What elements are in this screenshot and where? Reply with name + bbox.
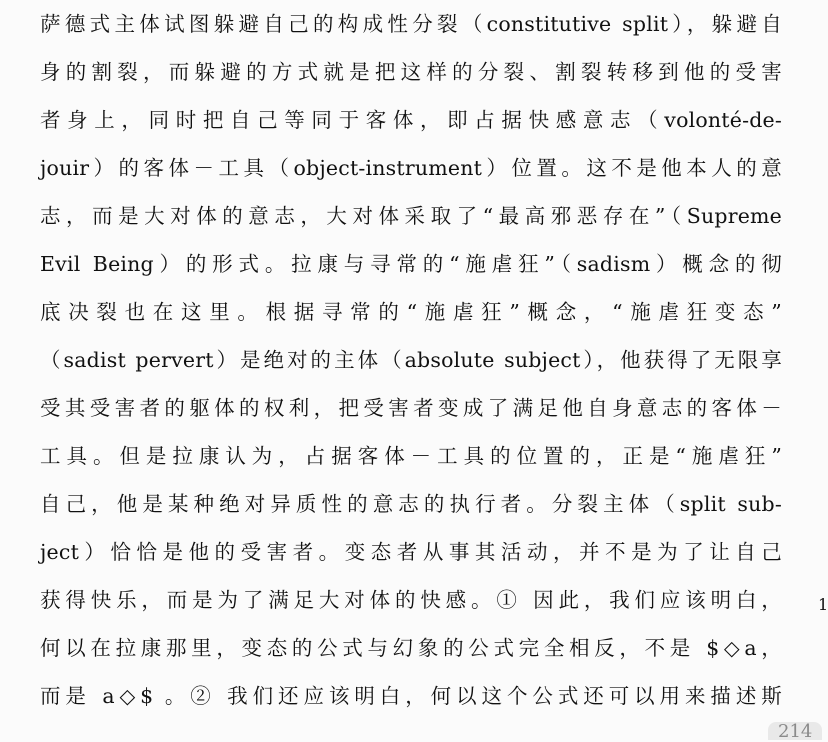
text-line: 者身上，同时把自己等同于客体，即占据快感意志（volonté-de-	[40, 108, 782, 132]
page-number: 214	[768, 722, 822, 740]
text-line: 底决裂也在这里。根据寻常的“施虐狂”概念，“施虐狂变态”	[40, 300, 782, 324]
text-line: ject）恰恰是他的受害者。变态者从事其活动，并不是为了让自己	[40, 540, 782, 564]
text-line: 萨德式主体试图躲避自己的构成性分裂（constitutive split），躲避自	[40, 12, 782, 36]
text-line: 工具。但是拉康认为，占据客体－工具的位置的，正是“施虐狂”	[40, 444, 782, 468]
text-line: 受其受害者的躯体的权利，把受害者变成了满足他自身意志的客体－	[40, 396, 782, 420]
text-line: Evil Being）的形式。拉康与寻常的“施虐狂”（sadism）概念的彻	[40, 252, 782, 276]
text-line: 获得快乐，而是为了满足大对体的快感。① 因此，我们应该明白，	[40, 588, 782, 612]
margin-number: 1	[818, 595, 828, 614]
text-line: 而是 a◇$ 。② 我们还应该明白，何以这个公式还可以用来描述斯	[40, 684, 782, 708]
text-line: 身的割裂，而躲避的方式就是把这样的分裂、割裂转移到他的受害	[40, 60, 782, 84]
text-line: （sadist pervert）是绝对的主体（absolute subject），他获得了无限享	[40, 348, 782, 372]
text-line: 志，而是大对体的意志，大对体采取了“最高邪恶存在”（Supreme	[40, 204, 782, 228]
text-line: jouir）的客体－工具（object-instrument）位置。这不是他本人的意	[40, 156, 782, 180]
text-line: 自己，他是某种绝对异质性的意志的执行者。分裂主体（split sub-	[40, 492, 782, 516]
text-line: 何以在拉康那里，变态的公式与幻象的公式完全相反，不是 $◇a，	[40, 636, 782, 660]
